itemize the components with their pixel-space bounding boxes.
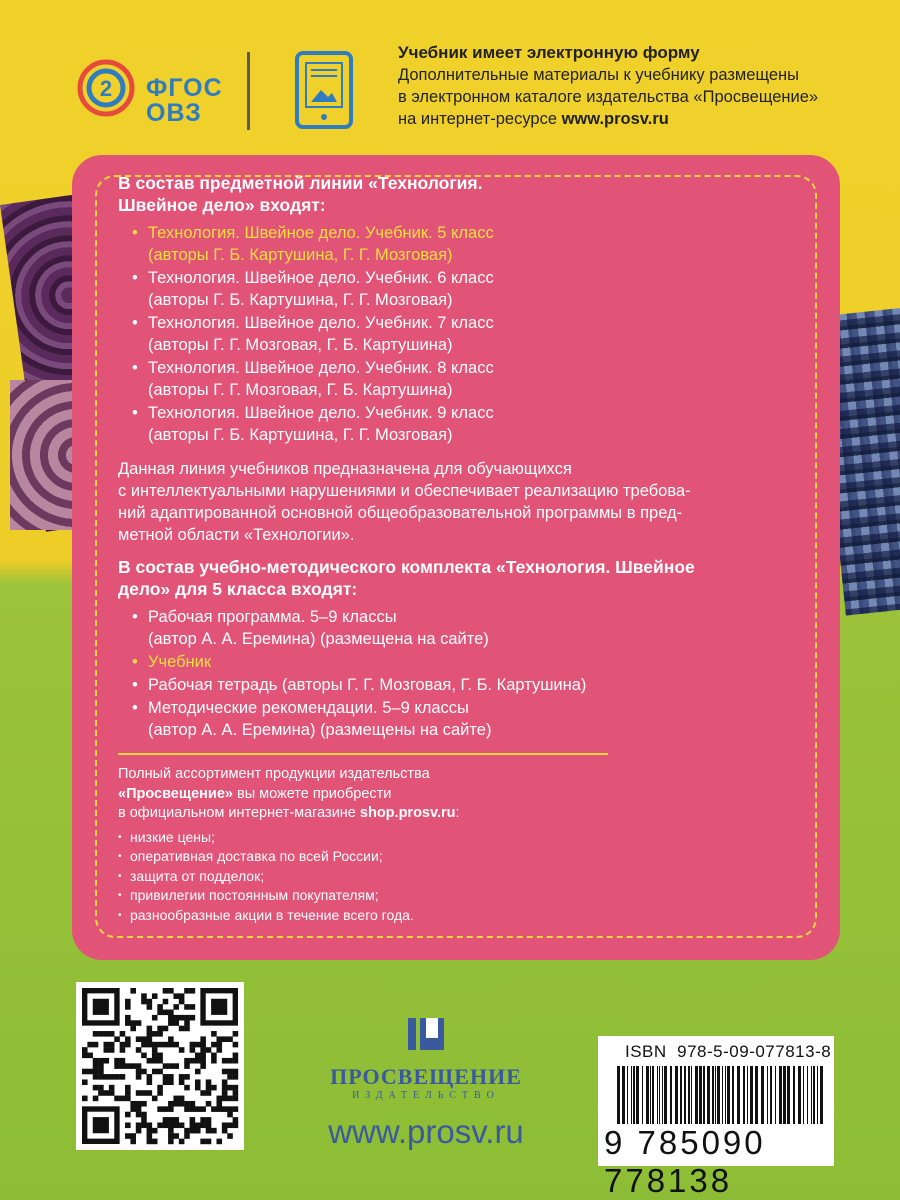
book-title: • Технология. Швейное дело. Учебник. 5 класс	[148, 224, 494, 242]
notice-line-2: в электронном каталоге издательства «Просвещение»	[398, 88, 819, 106]
kit-item-line1: • Методические рекомендации. 5–9 классы	[148, 699, 469, 717]
shop-line-2-rest: вы можете приобрести	[232, 785, 392, 802]
description-line: с интеллектуальными нарушениями и обеспечивает реализацию требова-	[118, 482, 691, 500]
section-separator	[118, 753, 608, 755]
series-heading-line2: Швейное дело» входят:	[118, 195, 326, 215]
shop-line-1: Полный ассортимент продукции издательства	[118, 766, 430, 782]
book-authors: (авторы Г. Б. Картушина, Г. Г. Мозговая)	[148, 246, 453, 264]
barcode-digits: 9 785090 778138	[604, 1124, 766, 1199]
shop-line-3	[118, 804, 788, 824]
publisher-name: ПРОСВЕЩЕНИЕ	[330, 1064, 522, 1089]
publisher-subtitle: ИЗДАТЕЛЬСТВО	[352, 1090, 500, 1101]
series-description	[118, 458, 788, 546]
book-authors: (авторы Г. Б. Картушина, Г. Г. Мозговая)	[148, 426, 453, 444]
publisher-logo-icon	[404, 1014, 448, 1054]
fgos-logo-icon	[76, 56, 136, 126]
benefit-item: • разнообразные акции в течение всего года.	[118, 906, 788, 926]
kit-item	[118, 697, 788, 741]
book-authors: (авторы Г. Б. Картушина, Г. Г. Мозговая)	[148, 291, 453, 309]
prosv-link[interactable]: www.prosv.ru	[561, 110, 669, 128]
info-panel-content	[118, 172, 788, 925]
series-book-item	[118, 267, 788, 311]
book-authors: (авторы Г. Г. Мозговая, Г. Б. Картушина)	[148, 336, 453, 354]
isbn-number: 978-5-09-077813-8	[677, 1042, 832, 1061]
kit-item-line1: • Учебник	[148, 653, 212, 671]
benefit-item: • привилегии постоянным покупателям;	[118, 886, 788, 906]
kit-item-line2: (автор А. А. Еремина) (размещены на сайте)	[148, 721, 492, 739]
tablet-icon	[294, 50, 354, 130]
fgos-label-line1: ФГОС	[146, 74, 223, 102]
series-book-item	[118, 312, 788, 356]
book-title: • Технология. Швейное дело. Учебник. 7 класс	[148, 314, 494, 332]
series-book-item	[118, 357, 788, 401]
series-book-item	[118, 402, 788, 446]
kit-item	[118, 674, 788, 696]
shop-benefits-list	[118, 828, 788, 926]
isbn-label	[625, 1042, 831, 1062]
description-line: метной области «Технологии».	[118, 526, 355, 544]
notice-line-3-prefix: на интернет-ресурсе	[398, 110, 562, 128]
kit-item-list	[118, 606, 788, 741]
shop-line-2	[118, 785, 788, 805]
series-book-item	[118, 222, 788, 266]
shop-line-3-suffix: :	[455, 805, 460, 821]
book-title: • Технология. Швейное дело. Учебник. 9 класс	[148, 404, 494, 422]
header-divider	[247, 52, 250, 130]
kit-item-line2: (автор А. А. Еремина) (размещена на сайте)	[148, 630, 489, 648]
kit-heading	[118, 556, 788, 600]
benefit-item: • оперативная доставка по всей России;	[118, 847, 788, 867]
series-heading-line1: В состав предметной линии «Технология.	[118, 173, 483, 193]
series-heading	[118, 172, 788, 216]
fgos-label	[146, 76, 223, 126]
description-line: ний адаптированной основной общеобразовательной программы в пред-	[118, 504, 683, 522]
shop-line-3-prefix: в официальном интернет-магазине	[118, 805, 360, 821]
qr-code[interactable]	[76, 982, 244, 1150]
book-authors: (авторы Г. Г. Мозговая, Г. Б. Картушина)	[148, 381, 453, 399]
kit-item	[118, 606, 788, 650]
kit-item	[118, 651, 788, 673]
notice-line-3	[398, 108, 878, 130]
kit-item-line1: • Рабочая тетрадь (авторы Г. Г. Мозговая, Г. Б. Картушина)	[148, 676, 587, 694]
notice-line-1: Дополнительные материалы к учебнику размещены	[398, 66, 799, 84]
qr-code-icon	[76, 982, 244, 1150]
book-title: • Технология. Швейное дело. Учебник. 6 класс	[148, 269, 494, 287]
kit-item-line1: • Рабочая программа. 5–9 классы	[148, 608, 397, 626]
shop-link[interactable]: shop.prosv.ru	[359, 805, 456, 821]
electronic-form-notice	[398, 42, 878, 130]
kit-heading-line2: дело» для 5 класса входят:	[118, 579, 358, 599]
shop-brand: «Просвещение»	[118, 785, 233, 802]
barcode-icon	[615, 1066, 825, 1124]
svg-text:2: 2	[99, 76, 113, 101]
isbn-prefix: ISBN	[625, 1042, 667, 1061]
fgos-label-line2: ОВЗ	[146, 99, 202, 127]
benefit-item: • защита от подделок;	[118, 867, 788, 887]
kit-heading-line1: В состав учебно-методического комплекта «Технология. Швейное	[118, 557, 695, 577]
description-line: Данная линия учебников предназначена для обучающихся	[118, 460, 572, 478]
shop-notice	[118, 765, 788, 824]
book-title: • Технология. Швейное дело. Учебник. 8 класс	[148, 359, 494, 377]
electronic-form-title: Учебник имеет электронную форму	[398, 43, 700, 62]
benefit-item: • низкие цены;	[118, 828, 788, 848]
series-book-list	[118, 222, 788, 446]
publisher-url[interactable]: www.prosv.ru	[328, 1113, 524, 1150]
